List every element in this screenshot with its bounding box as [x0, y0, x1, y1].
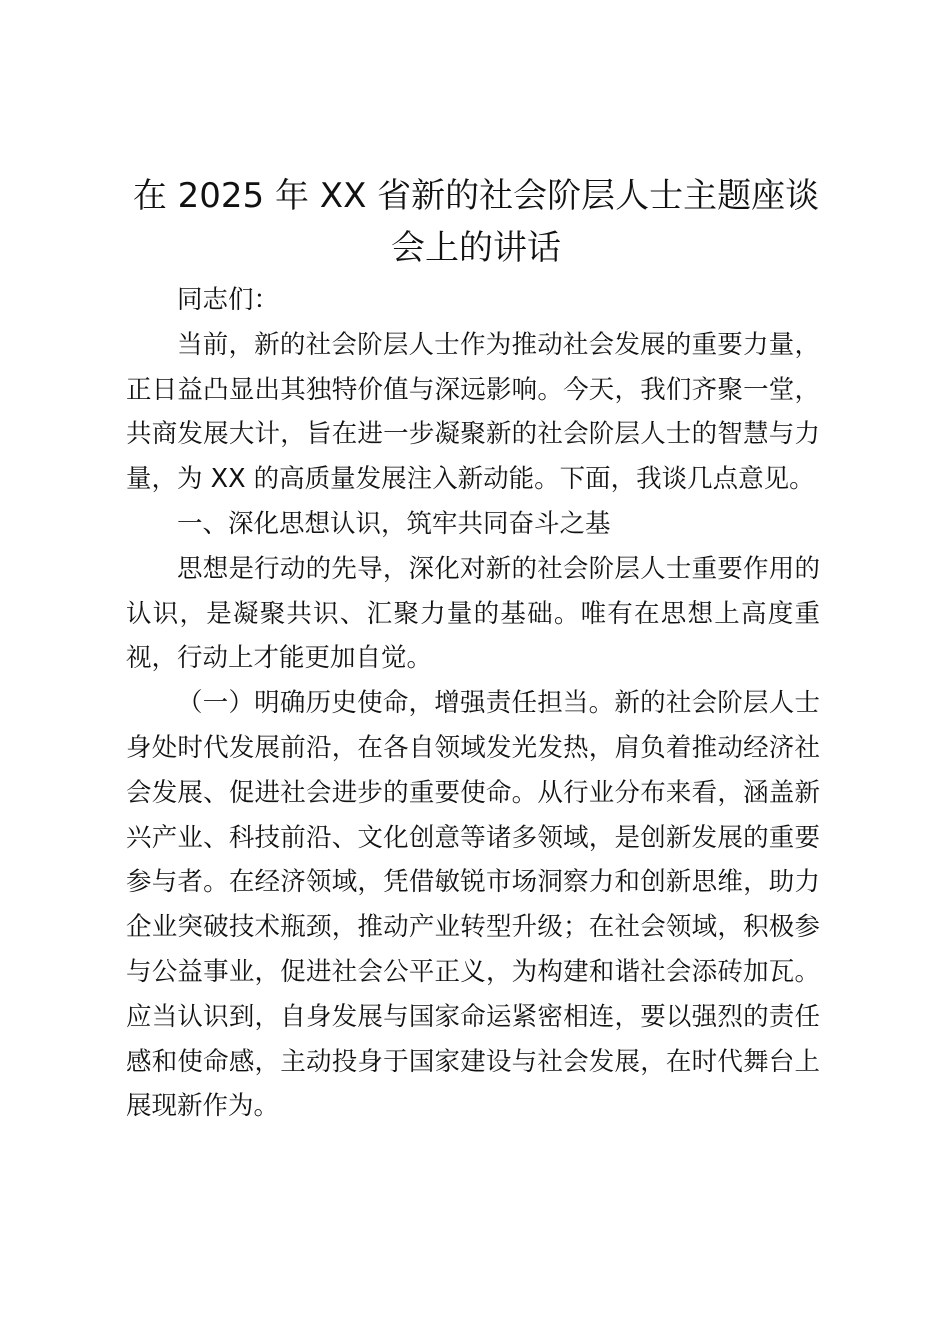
paragraph-subsection-1: （一）明确历史使命，增强责任担当。新的社会阶层人士身处时代发展前沿，在各自领域发光发热，肩负着推动经济社会发展、促进社会进步的重要使命。从行业分布来看，涵盖新兴产业、科技前沿、文化创意等诸多领域，是创新发展的重要参与者。在经济领域，凭借敏锐市场洞察力和创新思维，助力企业突破技术瓶颈，推动产业转型升级；在社会领域，积极参与公益事业，促进社会公平正义，为构建和谐社会添砖加瓦。应当认识到，自身发展与国家命运紧密相连，要以强烈的责任感和使命感，主动投身于国家建设与社会发展，在时代舞台上展现新作为。 [126, 688, 820, 1122]
paragraph-section-1: 思想是行动的先导，深化对新的社会阶层人士重要作用的认识，是凝聚共识、汇聚力量的基础。唯有在思想上高度重视，行动上才能更加自觉。 [126, 553, 820, 674]
paragraph-intro: 当前，新的社会阶层人士作为推动社会发展的重要力量，正日益凸显出其独特价值与深远影响。今天，我们齐聚一堂，共商发展大计，旨在进一步凝聚新的社会阶层人士的智慧与力量，为 XX 的高质量发展注入新动能。下面，我谈几点意见。 [126, 329, 820, 495]
salutation: 同志们： [177, 285, 280, 315]
document-title: 在 2025 年 XX 省新的社会阶层人士主题座谈会上的讲话 [132, 176, 820, 268]
section-heading-1: 一、深化思想认识，筑牢共同奋斗之基 [177, 508, 611, 539]
document-body [126, 278, 820, 1129]
